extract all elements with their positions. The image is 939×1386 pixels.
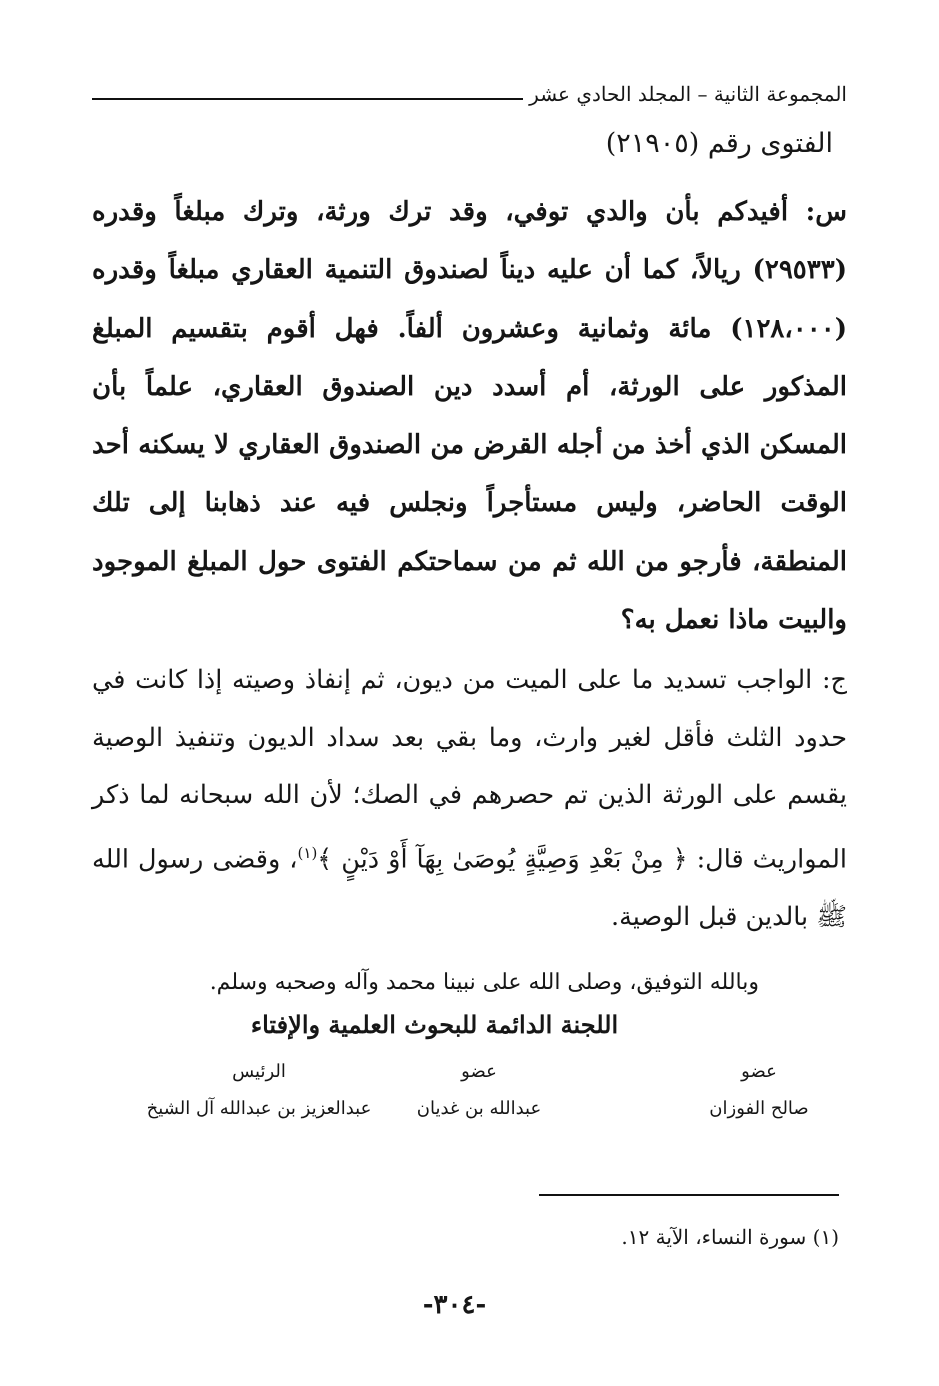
page-number-text: -٣٠٤- — [422, 1290, 487, 1320]
question-paragraph: س: أفيدكم بأن والدي توفي، وقد ترك ورثة، وترك مبلغاً وقدره (٢٩٥٣٣) ريالاً، كما أن عليه ديناً لصندوق التنمية العقاري مبلغاً وقدره (١٢٨،٠٠٠) مائة وثمانية وعشرون ألفاً. فهل أقوم بتقسيم المبلغ المذكور على الورثة، أم أسدد دين الصندوق العقاري، علماً بأن المسكن الذي أخذ من أجله القرض من الصندوق العقاري لا يسكنه أحد الوقت الحاضر، وليس مستأجراً ونجلس فيه عند ذهابنا إلى تلك المنطقة، فأرجو من الله ثم من سماحتكم الفتوى حول المبلغ الموجود والبيت ماذا نعمل به؟ — [92, 197, 847, 636]
committee-title-text: اللجنة الدائمة للبحوث العلمية والإفتاء — [250, 1010, 619, 1039]
signature-chairman — [109, 1058, 409, 1119]
signature-role: عضو — [741, 1061, 777, 1082]
footnote-rule — [539, 1194, 839, 1196]
closing-line: وبالله التوفيق، وصلى الله على نبينا محمد وآله وصحبه وسلم. — [209, 970, 759, 995]
running-title: المجموعة الثانية – المجلد الحادي عشر — [529, 82, 847, 106]
signature-name: صالح الفوزان — [709, 1098, 809, 1119]
answer-paragraph — [92, 652, 847, 946]
signature-member-1 — [639, 1058, 879, 1119]
footnote-marker: (١) — [297, 843, 318, 862]
signature-name: عبدالله بن غديان — [416, 1098, 542, 1119]
committee-title — [0, 1010, 939, 1039]
page-number — [0, 1290, 939, 1320]
fatwa-number: الفتوى رقم (٢١٩٠٥) — [605, 128, 833, 159]
signature-name: عبدالعزيز بن عبدالله آل الشيخ — [146, 1098, 372, 1119]
quran-quote: ﴿ مِنْ بَعْدِ وَصِيَّةٍ يُوصَىٰ بِهَآ أَوْ دَيْنٍ ﴾ — [317, 844, 688, 874]
header-rule — [92, 98, 523, 100]
signature-role: الرئيس — [232, 1061, 286, 1082]
running-header — [92, 66, 847, 106]
answer-text-after-quote: ، وقضى رسول الله ﷺ بالدين قبل الوصية. — [92, 844, 847, 932]
answer-text-before-quote: ج: الواجب تسديد ما على الميت من ديون، ثم إنفاذ وصيته إذا كانت في حدود الثلث فأقل لغير وارث، وما بقي بعد سداد الديون وتنفيذ الوصية يقسم على الورثة الذين تم حصرهم في الصك؛ لأن الله سبحانه لما ذكر المواريث قال: — [92, 665, 848, 874]
footnote: (١) سورة النساء، الآية ١٢. — [621, 1225, 839, 1249]
signature-role: عضو — [461, 1061, 497, 1082]
